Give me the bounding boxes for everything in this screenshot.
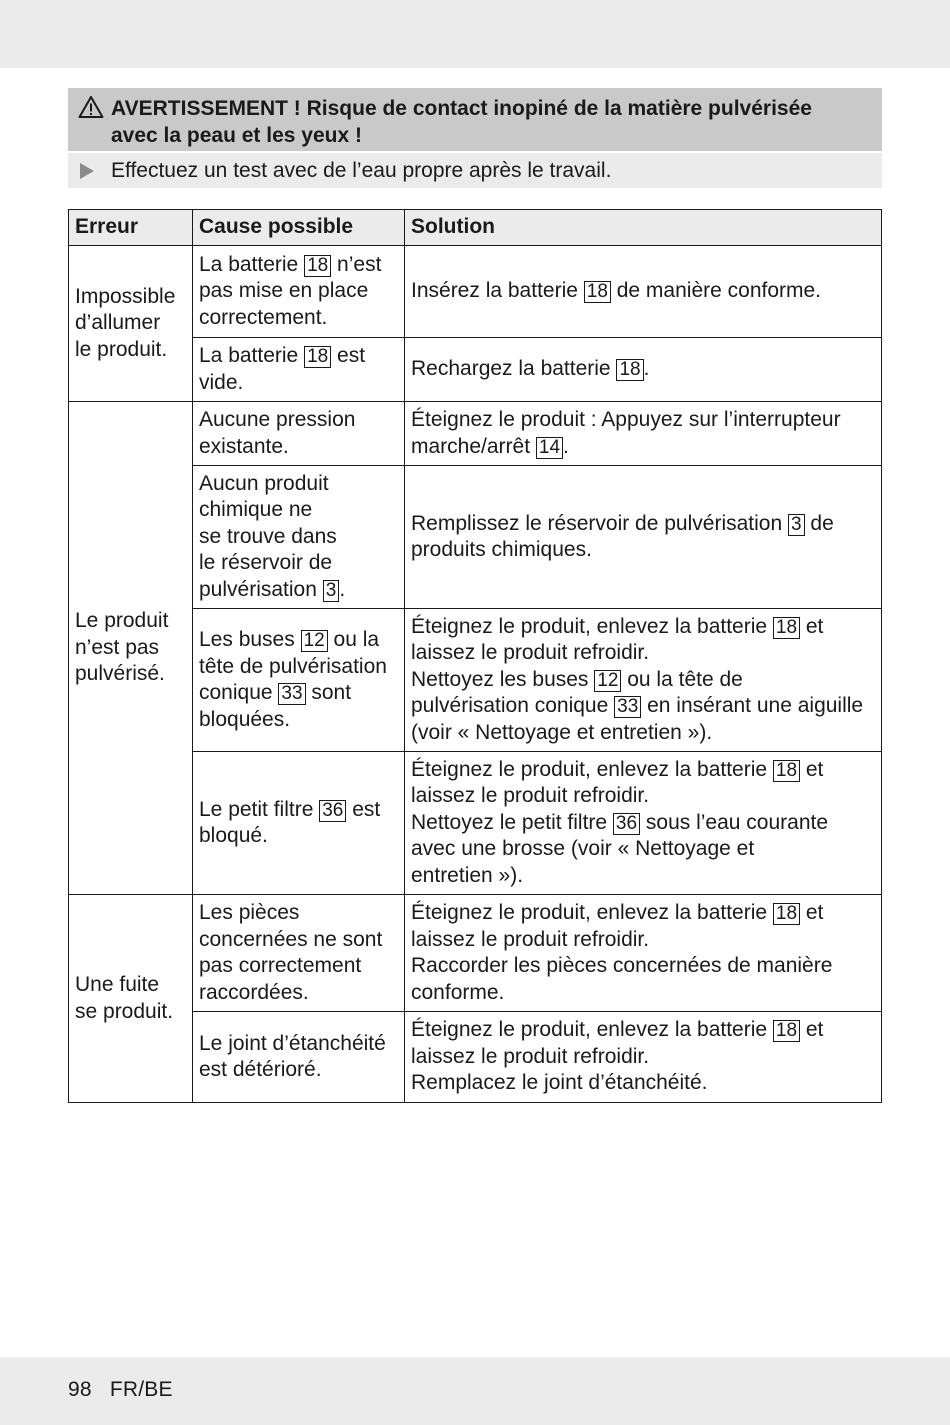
text-segment: Éteignez le produit, enlevez la batterie — [411, 757, 773, 781]
cause-cell — [193, 402, 405, 466]
text-segment: pulvérisation conique — [411, 694, 615, 718]
text-segment: La batterie — [199, 252, 305, 276]
text-segment: laissez le produit refroidir. — [411, 1044, 650, 1068]
text-segment: laissez le produit refroidir. — [411, 641, 650, 665]
solution-line — [411, 836, 875, 863]
top-margin-band — [0, 0, 950, 68]
text-segment: . — [563, 434, 569, 458]
text-segment: (voir « Nettoyage et entretien »). — [411, 720, 713, 744]
text-segment: . — [339, 577, 346, 601]
page-locale: FR/BE — [109, 1378, 173, 1401]
part-number-badge: 18 — [584, 281, 611, 303]
text-segment: pas correctement — [199, 954, 362, 977]
text-segment: n’est — [331, 252, 382, 276]
solution-line — [411, 537, 875, 564]
text-segment: et — [800, 614, 824, 638]
cause-cell — [193, 895, 405, 1012]
part-number-badge: 12 — [594, 670, 621, 692]
cause-line — [199, 497, 398, 524]
solution-cell — [405, 338, 882, 402]
error-cell — [69, 246, 193, 402]
solution-line — [411, 1017, 875, 1044]
text-segment: de — [804, 511, 834, 535]
text-segment: chimique ne — [199, 498, 313, 522]
cause-line — [199, 407, 398, 434]
cause-line — [199, 797, 398, 824]
part-number-badge: 12 — [301, 630, 328, 652]
text-segment: se trouve dans — [199, 524, 337, 548]
solution-line — [411, 783, 875, 810]
text-segment: Nettoyez le petit filtre — [411, 810, 613, 834]
text-segment: La batterie — [199, 344, 305, 367]
cause-line — [199, 524, 398, 551]
text-segment: bloqué. — [199, 824, 268, 847]
text-segment: et — [800, 1018, 824, 1042]
solution-line — [411, 640, 875, 667]
text-segment: en insérant une aiguille — [641, 694, 864, 718]
part-number-badge: 36 — [613, 813, 640, 835]
text-segment: conforme. — [411, 980, 505, 1004]
cause-line — [199, 370, 398, 397]
cause-line — [199, 823, 398, 850]
text-segment: entretien »). — [411, 863, 524, 887]
table-row — [69, 246, 882, 338]
error-line: Impossible — [75, 284, 176, 308]
error-line: d’allumer — [75, 311, 161, 335]
part-number-badge: 3 — [323, 580, 340, 602]
solution-cell — [405, 895, 882, 1012]
error-line: se produit. — [75, 999, 174, 1023]
cause-line — [199, 1031, 398, 1058]
text-segment: Éteignez le produit : Appuyez sur l’interrupteur — [411, 408, 841, 431]
text-segment: le réservoir de — [199, 551, 333, 575]
cause-line — [199, 654, 398, 681]
solution-line — [411, 863, 875, 890]
page-number: 98 — [68, 1378, 92, 1401]
text-segment: est — [331, 344, 366, 367]
cause-cell — [193, 246, 405, 338]
text-segment: pas mise en place — [199, 279, 369, 303]
text-segment: sous l’eau courante — [640, 810, 829, 834]
solution-line — [411, 693, 875, 720]
text-segment: pulvérisation — [199, 577, 323, 601]
cause-line — [199, 550, 398, 577]
cause-cell — [193, 752, 405, 895]
text-segment: Raccorder les pièces concernées de manière — [411, 954, 833, 977]
solution-line — [411, 667, 875, 694]
part-number-badge: 18 — [773, 903, 800, 925]
text-segment: Le petit filtre — [199, 797, 320, 821]
cause-line — [199, 471, 398, 498]
cause-line — [199, 627, 398, 654]
cause-cell — [193, 609, 405, 752]
cause-line — [199, 305, 398, 332]
warning-instruction — [68, 153, 882, 188]
error-line: le produit. — [75, 337, 168, 361]
solution-line — [411, 407, 875, 434]
solution-line — [411, 720, 875, 747]
solution-line — [411, 980, 875, 1007]
error-cell — [69, 402, 193, 895]
cause-line — [199, 953, 398, 980]
text-segment: bloquées. — [199, 707, 291, 731]
cause-line — [199, 927, 398, 954]
text-segment: Aucune pression — [199, 408, 356, 431]
solution-line — [411, 511, 875, 538]
part-number-badge: 18 — [304, 255, 331, 277]
table-header-row — [69, 210, 882, 246]
page-footer — [68, 1378, 173, 1402]
cause-line — [199, 278, 398, 305]
error-line: n’est pas — [75, 635, 160, 659]
header-solution: Solution — [405, 210, 882, 246]
solution-cell — [405, 609, 882, 752]
error-line: pulvérisé. — [75, 662, 165, 686]
solution-line — [411, 356, 875, 383]
cause-line — [199, 252, 398, 279]
header-error: Erreur — [69, 210, 193, 246]
cause-cell — [193, 338, 405, 402]
part-number-badge: 18 — [773, 617, 800, 639]
warning-title-line1: AVERTISSEMENT ! Risque de contact inopiné de la matière pulvérisée — [111, 97, 812, 120]
text-segment: Insérez la batterie — [411, 279, 584, 303]
solution-line — [411, 1070, 875, 1097]
text-segment: existante. — [199, 434, 289, 458]
text-segment: ou la — [327, 628, 380, 651]
text-segment: ou la tête de — [621, 667, 743, 691]
text-segment: Aucun produit — [199, 471, 329, 495]
text-segment: marche/arrêt — [411, 434, 536, 458]
warning-title-line2: avec la peau et les yeux ! — [111, 124, 362, 147]
solution-line — [411, 1044, 875, 1071]
cause-line — [199, 900, 398, 927]
part-number-badge: 36 — [319, 800, 346, 822]
text-segment: Rechargez la batterie — [411, 357, 617, 381]
solution-line — [411, 810, 875, 837]
cause-cell — [193, 1012, 405, 1103]
part-number-badge: 14 — [536, 437, 563, 459]
solution-cell — [405, 466, 882, 609]
text-segment: produits chimiques. — [411, 538, 592, 561]
troubleshooting-table — [68, 209, 882, 1103]
error-line: Le produit — [75, 609, 169, 633]
text-segment: de manière conforme. — [610, 279, 822, 303]
text-segment: et — [800, 757, 824, 781]
warning-instruction-text: Effectuez un test avec de l’eau propre après le travail. — [111, 159, 612, 182]
text-segment: Remplissez le réservoir de pulvérisation — [411, 511, 788, 535]
solution-line — [411, 757, 875, 784]
part-number-badge: 33 — [614, 696, 641, 718]
cause-line — [199, 577, 398, 604]
cause-line — [199, 680, 398, 707]
cause-line — [199, 707, 398, 734]
part-number-badge: 18 — [773, 1020, 800, 1042]
solution-line — [411, 278, 875, 305]
text-segment: sont — [305, 681, 352, 704]
part-number-badge: 33 — [278, 683, 305, 705]
text-segment: raccordées. — [199, 980, 309, 1004]
text-segment: avec une brosse (voir « Nettoyage et — [411, 837, 755, 861]
text-segment: Nettoyez les buses — [411, 667, 595, 691]
solution-line — [411, 927, 875, 954]
text-segment: concernées ne sont — [199, 927, 383, 951]
solution-cell — [405, 246, 882, 338]
text-segment: Le joint d’étanchéité — [199, 1031, 386, 1055]
text-segment: conique — [199, 681, 279, 704]
table-row — [69, 402, 882, 466]
text-segment: est — [346, 797, 381, 821]
warning-header — [68, 88, 882, 151]
text-segment: correctement. — [199, 305, 328, 329]
text-segment: laissez le produit refroidir. — [411, 927, 650, 951]
warning-triangle-icon — [78, 95, 104, 119]
text-segment: vide. — [199, 370, 244, 394]
text-segment: laissez le produit refroidir. — [411, 784, 650, 808]
text-segment: Remplacez le joint d’étanchéité. — [411, 1071, 708, 1095]
solution-line — [411, 953, 875, 980]
part-number-badge: 3 — [788, 514, 805, 536]
cause-line — [199, 343, 398, 370]
play-arrow-icon — [79, 162, 95, 180]
text-segment: tête de pulvérisation — [199, 654, 387, 678]
text-segment: Éteignez le produit, enlevez la batterie — [411, 901, 773, 924]
text-segment: . — [643, 357, 650, 381]
solution-line — [411, 434, 875, 461]
text-segment: Les pièces — [199, 901, 300, 924]
solution-cell — [405, 752, 882, 895]
header-cause: Cause possible — [193, 210, 405, 246]
solution-line — [411, 614, 875, 641]
text-segment: et — [800, 901, 824, 924]
text-segment: est détérioré. — [199, 1058, 322, 1081]
error-line: Une fuite — [75, 973, 160, 996]
cause-line — [199, 980, 398, 1007]
solution-cell — [405, 402, 882, 466]
solution-line — [411, 900, 875, 927]
error-cell — [69, 895, 193, 1103]
part-number-badge: 18 — [304, 346, 331, 368]
text-segment: Éteignez le produit, enlevez la batterie — [411, 1018, 773, 1042]
part-number-badge: 18 — [773, 760, 800, 782]
cause-line — [199, 434, 398, 461]
table-row — [69, 895, 882, 1012]
cause-cell — [193, 466, 405, 609]
text-segment: Éteignez le produit, enlevez la batterie — [411, 614, 773, 638]
text-segment: Les buses — [199, 628, 301, 651]
cause-line — [199, 1057, 398, 1084]
part-number-badge: 18 — [616, 359, 643, 381]
solution-cell — [405, 1012, 882, 1103]
